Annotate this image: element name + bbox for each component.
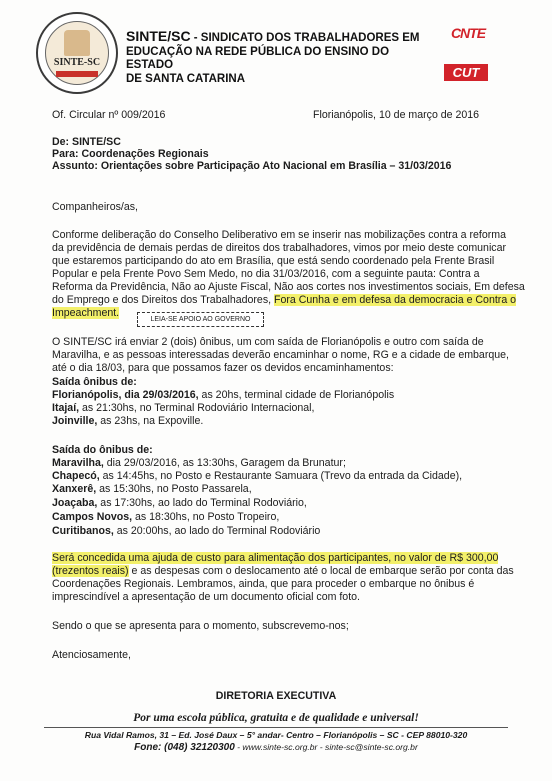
p2-line-1: O SINTE/SC irá enviar 2 (dois) ônibus, um com saída de Florianópolis e outro com saída de [52, 336, 484, 348]
footer-motto: Por uma escola pública, gratuita e de qualidade e universal! [133, 712, 419, 724]
to-line: Para: Coordenações Regionais [52, 148, 209, 160]
p3-line-1 [52, 552, 498, 565]
bus2-stop: Xanxerê, as 15:30hs, no Posto Passarela, [52, 483, 252, 495]
bus1-title: Saída ônibus de: [52, 376, 137, 388]
p1-line-6: do Emprego e dos Direitos dos Trabalhadores, Fora Cunha e em defesa da democracia e Contra o [52, 294, 517, 306]
bus2-title: Saída do ônibus de: [52, 444, 153, 456]
p1-line-7 [52, 307, 119, 320]
highlight-ajuda-custo: Será concedida uma ajuda de custo para alimentação dos participantes, no valor de R$ 300,00 [52, 552, 499, 564]
org-desc-1: - SINDICATO DOS TRABALHADORES EM [190, 32, 420, 44]
p1-line-4: Popular e pela Frente Povo Sem Medo, no dia 31/03/2016, com a seguinte pauta: Contra a [52, 268, 480, 280]
footer-contact: Fone: (048) 32120300 - www.sinte-sc.org.br - sinte-sc@sinte-sc.org.br [134, 742, 418, 753]
p1-line-2: da previdência de demais perdas de direitos dos trabalhadores, vimos por meio deste comunicar [52, 242, 507, 254]
bus1-stop: Joinville, as 23hs, na Expoville. [52, 415, 204, 427]
closing-statement: Sendo o que se apresenta para o momento, subscrevemo-nos; [52, 620, 349, 632]
org-desc-3: DE SANTA CATARINA [126, 72, 246, 85]
cut-logo: CUT [444, 64, 488, 81]
highlight-trezentos: (trezentos reais) [52, 565, 129, 577]
bus2-stop: Curitibanos, as 20:00hs, ao lado do Terminal Rodoviário [52, 525, 321, 537]
signature: DIRETORIA EXECUTIVA [215, 690, 337, 702]
closing: Atenciosamente, [52, 649, 131, 661]
bus1-stop: Itajaí, as 21:30hs, no Terminal Rodoviário Internacional, [52, 402, 315, 414]
fist-icon [64, 30, 90, 56]
seal-text: SINTE-SC [53, 57, 101, 68]
bus2-stop: Joaçaba, as 17:30hs, ao lado do Terminal Rodoviário, [52, 497, 307, 509]
p1-line-3: que estaremos participando do ato em Brasília, que está sendo coordenado pela Frente Brasil [52, 255, 495, 267]
footer-divider [44, 727, 508, 728]
p1-line-1: Conforme deliberação do Conselho Deliberativo em se inserir nas mobilizações contra a reforma [52, 229, 506, 241]
bus2-stop: Chapecó, as 14:45hs, no Posto e Restaurante Samuara (Trevo da entrada da Cidade), [52, 470, 463, 482]
p2-line-2: Maravilha, e as pessoas interessadas deverão encaminhar o nome, RG e a cidade de embarque, [52, 349, 509, 361]
salutation: Companheiros/as, [52, 201, 138, 213]
p3-line-3: Coordenações Regionais. Lembramos, ainda, que para proceder o embarque no ônibus é [52, 578, 475, 590]
circular-ref: Of. Circular nº 009/2016 [52, 109, 166, 121]
p2-line-3: até o dia 18/03, para que possamos fazer os devidos encaminhamentos: [52, 362, 394, 374]
bus1-stop: Florianópolis, dia 29/03/2016, as 20hs, terminal cidade de Florianópolis [52, 389, 395, 401]
cnte-logo: CNTE [450, 25, 486, 41]
from-line: De: SINTE/SC [52, 136, 121, 148]
p3-line-2: (trezentos reais) e as despesas com o deslocamento até o local de embarque serão por conta das [52, 565, 514, 577]
org-desc-2: EDUCAÇÃO NA REDE PÚBLICA DO ENSINO DO ESTADO [126, 45, 390, 71]
place-date: Florianópolis, 10 de março de 2016 [313, 109, 480, 121]
bus2-stop: Campos Novos, as 18:30hs, no Posto Tropeiro, [52, 511, 280, 523]
footer-address: Rua Vidal Ramos, 31 – Ed. José Daux – 5° andar- Centro – Florianópolis – SC - CEP 88010-320 [84, 730, 468, 740]
org-name: SINTE/SC [126, 28, 191, 44]
annotation-stamp: LEIA-SE APOIO AO GOVERNO [137, 312, 264, 327]
org-header [126, 30, 426, 86]
p3-line-4: imprescindível a apresentação de um documento oficial com foto. [52, 591, 360, 603]
p1-line-5: Reforma da Previdência, Não ao Ajuste Fiscal, Não aos cortes nos investimentos sociais, Em defesa [52, 281, 525, 293]
subject-line: Assunto: Orientações sobre Participação Ato Nacional em Brasília – 31/03/2016 [52, 160, 452, 172]
highlight-impeachment: Impeachment. [52, 307, 120, 319]
highlight-fora-cunha: Fora Cunha e em defesa da democracia e Contra o [274, 294, 517, 306]
bus2-stop: Maravilha, dia 29/03/2016, as 13:30hs, Garagem da Brunatur; [52, 457, 346, 469]
sinte-seal-logo [36, 12, 118, 94]
